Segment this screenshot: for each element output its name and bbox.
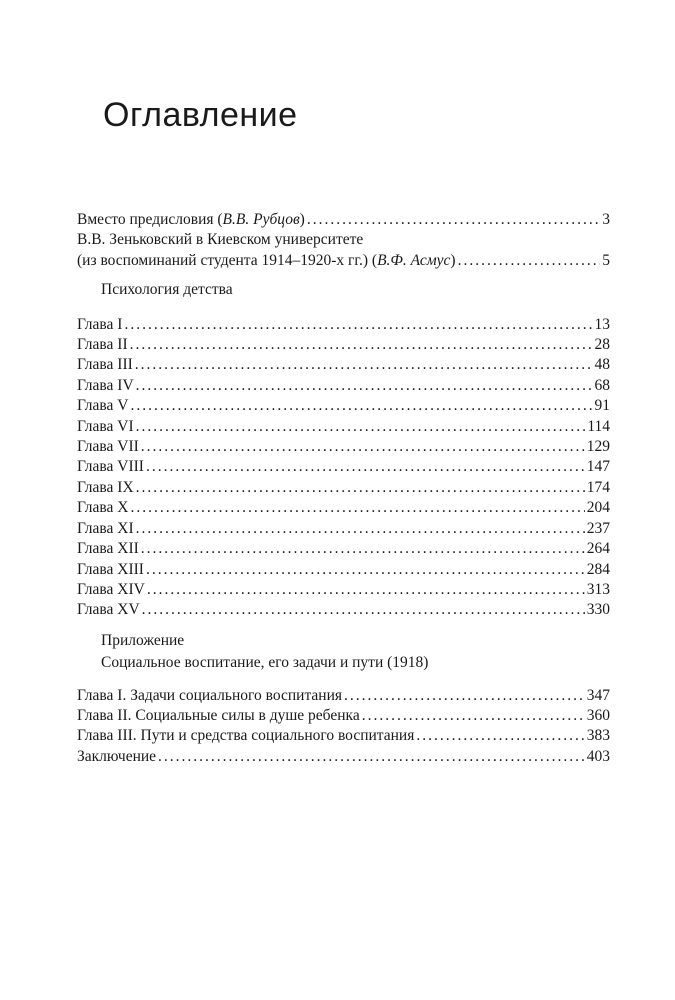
toc-page-number: 330 <box>586 601 610 619</box>
toc-entry-zenkovsky-line1: В.В. Зеньковский в Киевском университете <box>77 231 364 249</box>
toc-entry[interactable] <box>77 519 610 539</box>
toc-page-number: 403 <box>586 747 610 765</box>
toc-entry[interactable] <box>77 478 610 498</box>
toc-page-number: 147 <box>586 458 610 476</box>
toc-entry[interactable] <box>77 376 610 396</box>
dot-leader <box>130 498 584 518</box>
toc-entry-preface[interactable] <box>77 210 610 230</box>
toc-entry-label: Глава VII <box>77 438 139 456</box>
toc-entry-label: Глава II <box>77 336 128 354</box>
toc-entry[interactable] <box>77 580 610 600</box>
toc-entry[interactable] <box>77 315 610 335</box>
toc-page-number: 174 <box>586 478 610 496</box>
toc-entry[interactable] <box>77 355 610 375</box>
toc-entry-zenkovsky[interactable] <box>77 251 610 271</box>
toc-page-number: 13 <box>594 315 610 333</box>
toc-entry[interactable] <box>77 560 610 580</box>
toc-page-number: 91 <box>594 397 610 415</box>
toc-entry[interactable] <box>77 437 610 457</box>
toc-entry-label: Глава V <box>77 397 129 415</box>
toc-entry[interactable] <box>77 417 610 437</box>
toc-page-number: 129 <box>586 438 610 456</box>
toc-entry-label: Глава III. Пути и средства социального воспитания <box>77 727 415 745</box>
toc-page-number: 3 <box>602 211 610 228</box>
toc-page-number: 48 <box>594 356 610 374</box>
dot-leader <box>124 315 592 335</box>
dot-leader <box>458 251 601 271</box>
dot-leader <box>146 457 585 477</box>
appendix-subheading: Социальное воспитание, его задачи и пути (1918) <box>101 654 429 672</box>
table-of-contents <box>77 210 610 767</box>
toc-entry-label: Глава XV <box>77 601 140 619</box>
toc-entry[interactable] <box>77 686 610 706</box>
chapter-list-part1 <box>77 315 610 621</box>
toc-page-number: 28 <box>594 336 610 354</box>
page-title: Оглавление <box>103 96 298 134</box>
dot-leader <box>141 539 585 559</box>
dot-leader <box>307 210 600 230</box>
toc-entry-label: Глава X <box>77 499 129 517</box>
dot-leader <box>130 396 592 416</box>
dot-leader <box>158 747 585 767</box>
toc-page-number: 383 <box>586 727 610 745</box>
toc-entry[interactable] <box>77 498 610 518</box>
toc-entry[interactable] <box>77 600 610 620</box>
toc-page-number: 237 <box>586 519 610 537</box>
dot-leader <box>130 335 593 355</box>
toc-entry-label: Вместо предисловия (В.В. Рубцов) <box>77 211 305 228</box>
dot-leader <box>362 706 585 726</box>
toc-entry[interactable] <box>77 396 610 416</box>
chapter-list-appendix <box>77 686 610 768</box>
dot-leader <box>416 726 584 746</box>
toc-entry-label: Глава I. Задачи социального воспитания <box>77 686 343 704</box>
dot-leader <box>136 478 585 498</box>
toc-entry-label: Глава XIII <box>77 560 144 578</box>
section-heading-psychology: Психология детства <box>101 281 233 299</box>
toc-page-number: 68 <box>594 376 610 394</box>
toc-entry-label: Глава VI <box>77 417 134 435</box>
toc-entry-label: Глава III <box>77 356 133 374</box>
toc-entry-label: Глава II. Социальные силы в душе ребенка <box>77 706 360 724</box>
toc-entry[interactable] <box>77 539 610 559</box>
toc-page-number: 204 <box>586 499 610 517</box>
dot-leader <box>141 437 585 457</box>
dot-leader <box>135 355 593 375</box>
toc-entry[interactable] <box>77 706 610 726</box>
appendix-heading: Приложение <box>101 631 185 649</box>
toc-entry-label: Глава VIII <box>77 458 144 476</box>
toc-entry[interactable] <box>77 335 610 355</box>
toc-entry[interactable] <box>77 726 610 746</box>
toc-page-number: 5 <box>602 251 610 269</box>
dot-leader <box>136 376 593 396</box>
section-heading-appendix <box>77 631 610 674</box>
toc-entry[interactable] <box>77 457 610 477</box>
dot-leader <box>136 519 585 539</box>
dot-leader <box>344 686 585 706</box>
toc-page-number: 347 <box>586 686 610 704</box>
toc-entry[interactable] <box>77 747 610 767</box>
toc-page-number: 313 <box>586 580 610 598</box>
toc-entry-label: Глава I <box>77 315 123 333</box>
dot-leader <box>142 600 585 620</box>
toc-entry-label: Глава XII <box>77 540 139 558</box>
dot-leader <box>136 417 586 437</box>
toc-page-number: 264 <box>586 540 610 558</box>
dot-leader <box>147 580 585 600</box>
toc-entry-label: Заключение <box>77 747 157 765</box>
toc-page-number: 360 <box>586 706 610 724</box>
toc-entry-label: Глава IV <box>77 376 134 394</box>
toc-page-number: 114 <box>587 417 610 435</box>
toc-entry-label: Глава IX <box>77 478 134 496</box>
toc-entry-label: Глава XIV <box>77 580 145 598</box>
toc-page-number: 284 <box>586 560 610 578</box>
toc-entry-label: Глава XI <box>77 519 134 537</box>
dot-leader <box>146 560 585 580</box>
toc-entry-label: (из воспоминаний студента 1914–1920-х гг.) (В.Ф. Асмус) <box>77 251 456 269</box>
